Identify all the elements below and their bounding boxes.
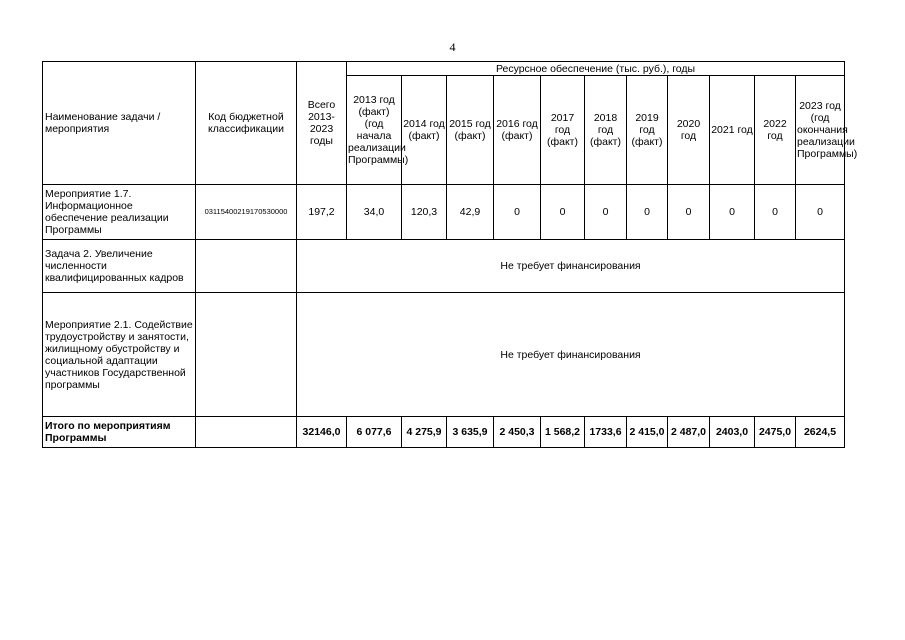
header-year-2016: 2016 год (факт) bbox=[494, 76, 541, 185]
row-task2-name: Задача 2. Увеличение численности квалифицированных кадров bbox=[43, 240, 196, 293]
row-1-7-value: 0 bbox=[755, 185, 796, 240]
row-1-7-total: 197,2 bbox=[297, 185, 347, 240]
row-total-value: 2403,0 bbox=[710, 417, 755, 448]
row-1-7-value: 0 bbox=[668, 185, 710, 240]
header-year-2015: 2015 год (факт) bbox=[447, 76, 494, 185]
row-1-7-value: 0 bbox=[710, 185, 755, 240]
row-1-7-value: 0 bbox=[627, 185, 668, 240]
row-1-7-name: Мероприятие 1.7. Информационное обеспечение реализации Программы bbox=[43, 185, 196, 240]
row-total-value: 1 568,2 bbox=[541, 417, 585, 448]
row-total-name: Итого по мероприятиям Программы bbox=[43, 417, 196, 448]
header-resource-group: Ресурсное обеспечение (тыс. руб.), годы bbox=[347, 62, 845, 76]
header-year-2017: 2017 год (факт) bbox=[541, 76, 585, 185]
row-1-7-value: 0 bbox=[541, 185, 585, 240]
header-year-2021: 2021 год bbox=[710, 76, 755, 185]
row-total-value: 6 077,6 bbox=[347, 417, 402, 448]
row-1-7-value: 0 bbox=[585, 185, 627, 240]
header-year-2014: 2014 год (факт) bbox=[402, 76, 447, 185]
row-total-value: 2475,0 bbox=[755, 417, 796, 448]
header-year-2018: 2018 год (факт) bbox=[585, 76, 627, 185]
header-year-2013: 2013 год (факт) (год начала реализации Программы) bbox=[347, 76, 402, 185]
table-row bbox=[43, 240, 845, 293]
row-1-7-value: 120,3 bbox=[402, 185, 447, 240]
row-1-7-value: 0 bbox=[494, 185, 541, 240]
row-total-code bbox=[196, 417, 297, 448]
row-task2-code bbox=[196, 240, 297, 293]
row-2-1-code bbox=[196, 293, 297, 417]
row-total-total: 32146,0 bbox=[297, 417, 347, 448]
table-row-total bbox=[43, 417, 845, 448]
row-1-7-value: 0 bbox=[796, 185, 845, 240]
header-year-2022: 2022 год bbox=[755, 76, 796, 185]
row-1-7-value: 34,0 bbox=[347, 185, 402, 240]
row-2-1-name: Мероприятие 2.1. Содействие трудоустройству и занятости, жилищному обустройству и социальной адаптации участников Государственной программы bbox=[43, 293, 196, 417]
row-total-value: 2624,5 bbox=[796, 417, 845, 448]
page-number: 4 bbox=[449, 40, 456, 54]
header-year-2020: 2020 год bbox=[668, 76, 710, 185]
budget-table bbox=[42, 61, 858, 448]
header-year-2023: 2023 год (год окончания реализации Программы) bbox=[796, 76, 845, 185]
row-total-value: 1733,6 bbox=[585, 417, 627, 448]
row-total-value: 2 450,3 bbox=[494, 417, 541, 448]
row-1-7-code: 03115400219170530000 bbox=[196, 185, 297, 240]
row-total-value: 2 487,0 bbox=[668, 417, 710, 448]
header-total: Всего 2013-2023 годы bbox=[297, 62, 347, 185]
row-total-value: 4 275,9 bbox=[402, 417, 447, 448]
row-total-value: 3 635,9 bbox=[447, 417, 494, 448]
row-task2-note: Не требует финансирования bbox=[297, 240, 845, 293]
table-row bbox=[43, 185, 845, 240]
row-2-1-note: Не требует финансирования bbox=[297, 293, 845, 417]
header-budget-code: Код бюджетной классификации bbox=[196, 62, 297, 185]
header-row-group bbox=[43, 62, 845, 76]
table-row bbox=[43, 293, 845, 417]
header-task-name: Наименование задачи / мероприятия bbox=[43, 62, 196, 185]
row-1-7-value: 42,9 bbox=[447, 185, 494, 240]
row-total-value: 2 415,0 bbox=[627, 417, 668, 448]
header-year-2019: 2019 год (факт) bbox=[627, 76, 668, 185]
